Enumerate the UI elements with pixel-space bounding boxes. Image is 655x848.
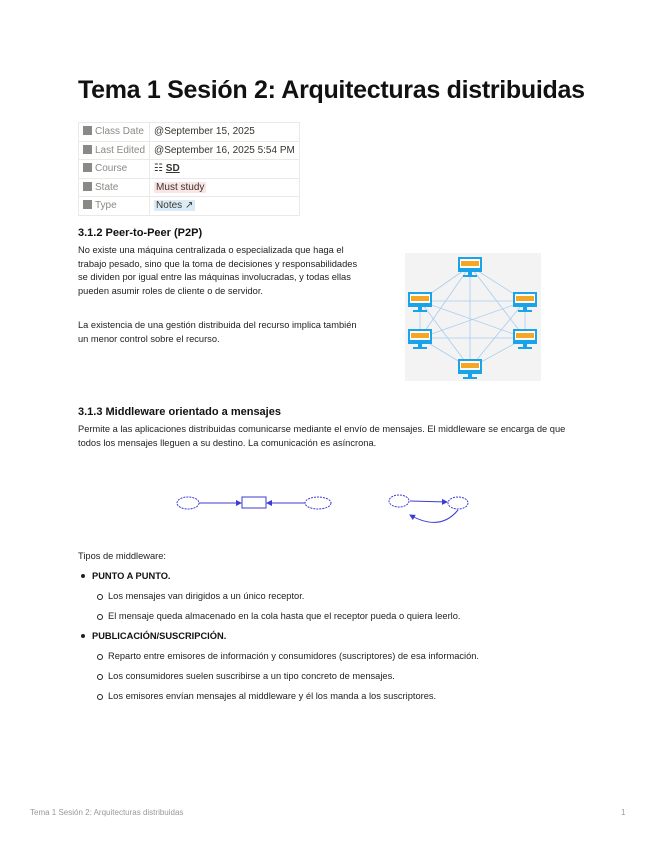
list-item: Reparto entre emisores de información y consumidores (suscriptores) de esa información. — [92, 650, 479, 670]
computer-icon — [458, 257, 482, 277]
section-heading-p2p: 3.1.2 Peer-to-Peer (P2P) — [78, 227, 203, 239]
state-badge[interactable]: Must study — [156, 181, 205, 193]
paragraph: No existe una máquina centralizada o especializada que haga el trabajo pesado, sino que la toma de decisiones y responsabilidades se dividen por igual entre las máquinas involucradas, y todas ellas pueden asumir roles de cliente o de servidor. — [78, 245, 358, 296]
property-icon — [83, 163, 92, 172]
page-title: Tema 1 Sesión 2: Arquitecturas distribuidas — [78, 76, 585, 104]
list-item: PUBLICACIÓN/SUSCRIPCIÓN. — [92, 630, 479, 650]
p2p-network-diagram — [405, 253, 541, 381]
computer-icon — [408, 292, 432, 312]
property-row: Class Date @September 15, 2025 — [79, 123, 300, 142]
course-link[interactable]: SD — [165, 163, 180, 175]
computer-icon — [458, 359, 482, 379]
paragraph: Tipos de middleware: — [78, 551, 167, 561]
middleware-types-list — [92, 570, 479, 710]
type-badge[interactable]: Notes ↗ — [156, 200, 194, 212]
sitemap-icon: ☷ — [154, 163, 166, 175]
paragraph: La existencia de una gestión distribuida del recurso implica también un menor control sobre el recurso. — [78, 320, 357, 344]
properties-table — [78, 122, 300, 216]
property-row: State Must study — [79, 178, 300, 197]
middleware-diagram — [170, 470, 470, 530]
list-item: Los consumidores suelen suscribirse a un tipo concreto de mensajes. — [92, 670, 479, 690]
computer-icon — [513, 329, 537, 349]
notes-icon: ↗ — [184, 200, 194, 212]
page-number: 1 — [621, 808, 626, 817]
property-icon — [83, 126, 92, 135]
computer-icon — [408, 329, 432, 349]
property-row: Type Notes ↗ — [79, 197, 300, 216]
list-item: Los emisores envían mensajes al middleware y él los manda a los suscriptores. — [92, 690, 479, 710]
paragraph: Permite a las aplicaciones distribuidas comunicarse mediante el envío de mensajes. El middleware se encarga de que todos los mensajes lleguen a su destino. La comunicación es asíncrona. — [78, 424, 566, 448]
computer-icon — [513, 292, 537, 312]
list-item: Los mensajes van dirigidos a un único receptor. — [92, 590, 479, 610]
property-icon — [83, 200, 92, 209]
property-icon — [83, 145, 92, 154]
section-heading-middleware: 3.1.3 Middleware orientado a mensajes — [78, 406, 281, 418]
property-row: Last Edited @September 16, 2025 5:54 PM — [79, 141, 300, 160]
property-row: Course ☷ SD — [79, 160, 300, 179]
property-icon — [83, 182, 92, 191]
list-item: PUNTO A PUNTO. — [92, 570, 479, 590]
list-item: El mensaje queda almacenado en la cola hasta que el receptor pueda o quiera leerlo. — [92, 610, 479, 630]
footer-title: Tema 1 Sesión 2: Arquitecturas distribuidas — [30, 808, 184, 817]
